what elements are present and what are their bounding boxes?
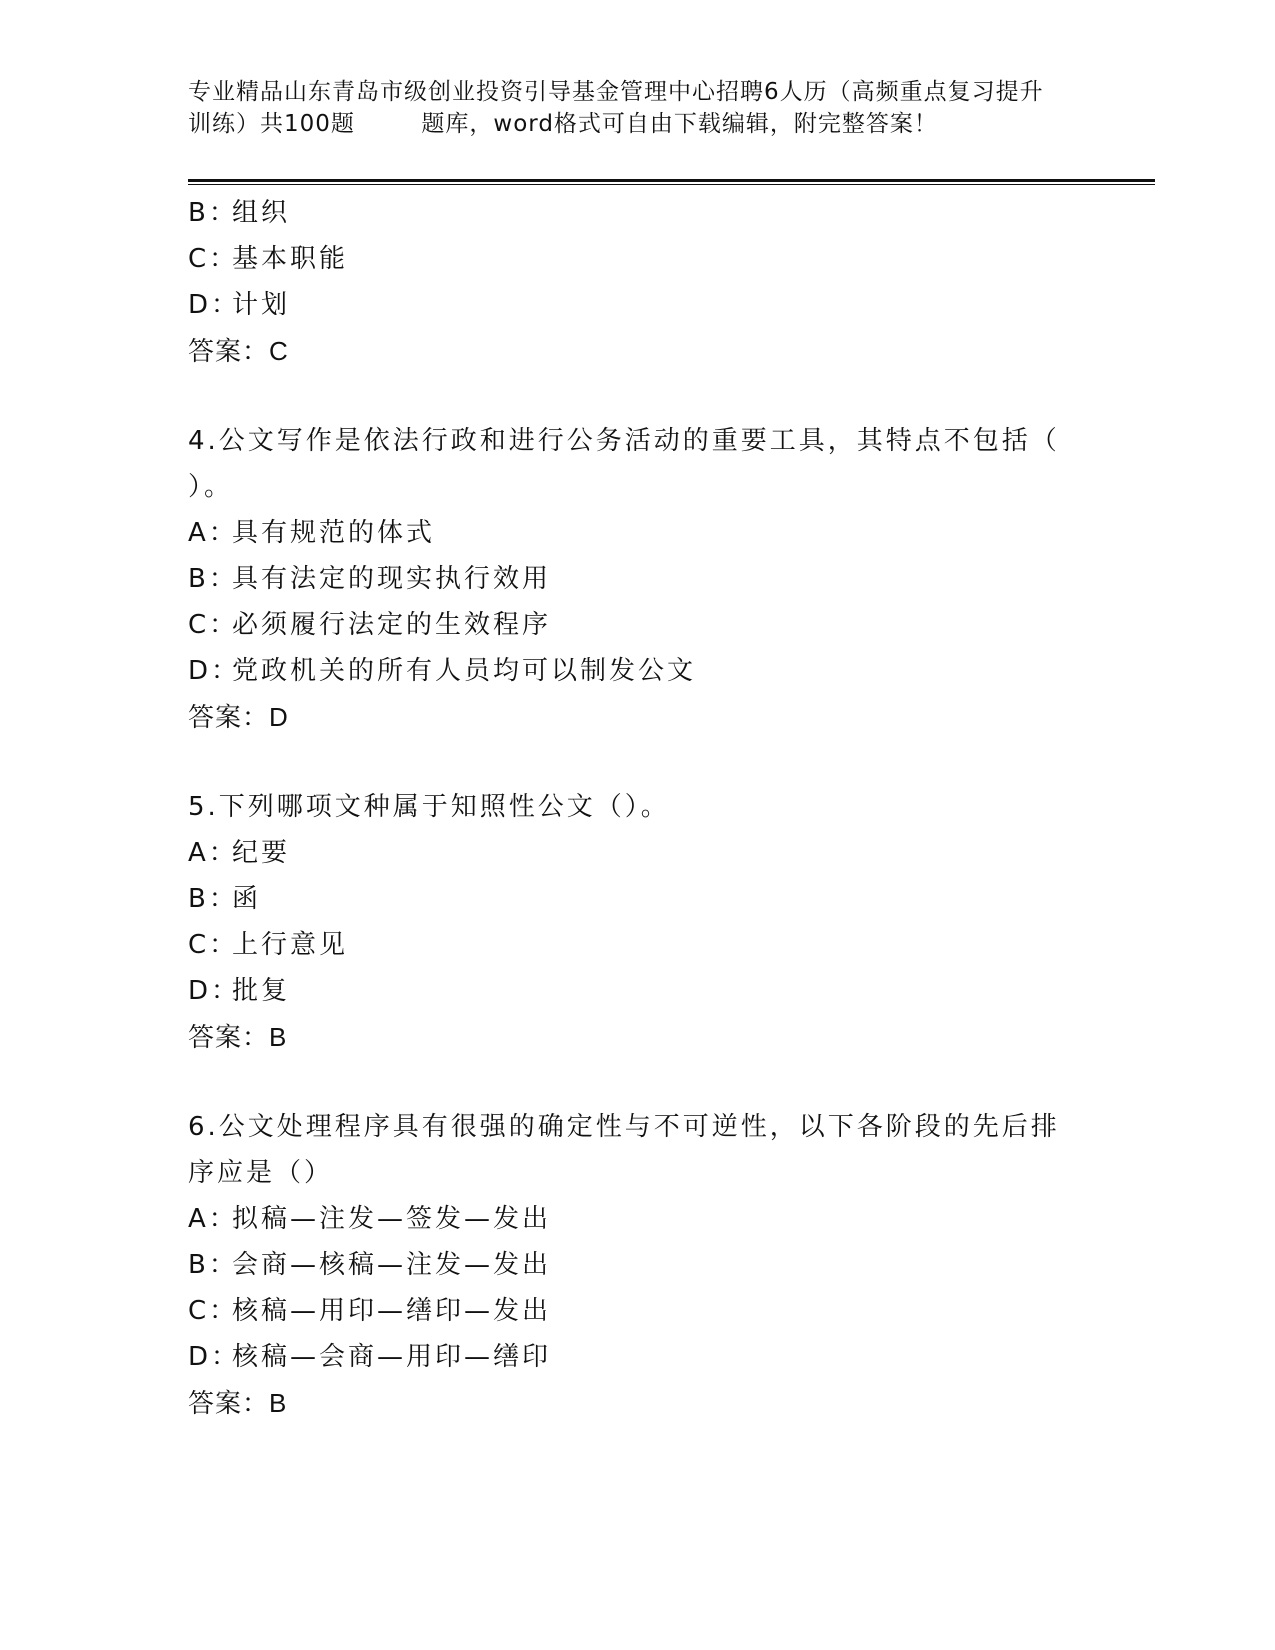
option-text: 会商—核稿—注发—发出 xyxy=(232,1250,552,1280)
option-letter: C： xyxy=(188,244,239,274)
option-letter: A： xyxy=(188,1204,238,1234)
question-stem: 5.下列哪项文种属于知照性公文（）。 xyxy=(188,792,670,822)
option-text: 计划 xyxy=(232,290,291,320)
option-item xyxy=(188,1196,1088,1242)
option-letter: D： xyxy=(188,290,241,320)
header-line-1: 专业精品山东青岛市级创业投资引导基金管理中心招聘6人历（高频重点复习提升 xyxy=(188,79,1044,105)
option-letter: B： xyxy=(188,198,238,228)
option-text: 组织 xyxy=(232,198,291,228)
header-divider-thin xyxy=(188,184,1155,185)
question-stem-continued: 序应是（） xyxy=(188,1158,334,1188)
option-item xyxy=(188,1288,1088,1334)
option-text: 具有规范的体式 xyxy=(232,518,436,548)
question-stem: 6.公文处理程序具有很强的确定性与不可逆性，以下各阶段的先后排 xyxy=(188,1112,1060,1142)
option-item xyxy=(188,190,1088,236)
option-item xyxy=(188,510,1088,556)
question-stem: 4.公文写作是依法行政和进行公务活动的重要工具，其特点不包括（ xyxy=(188,426,1060,456)
header-divider-thick xyxy=(188,179,1155,182)
answer-line: 答案：B xyxy=(188,1022,288,1052)
option-item xyxy=(188,968,1088,1014)
option-letter: D： xyxy=(188,1342,241,1372)
option-letter: C： xyxy=(188,610,239,640)
option-letter: B： xyxy=(188,1250,238,1280)
option-item xyxy=(188,556,1088,602)
option-item xyxy=(188,922,1088,968)
option-item xyxy=(188,236,1088,282)
option-letter: B： xyxy=(188,564,238,594)
option-text: 党政机关的所有人员均可以制发公文 xyxy=(232,656,697,686)
question-stem-continued: ）。 xyxy=(188,472,234,502)
option-text: 必须履行法定的生效程序 xyxy=(232,610,552,640)
option-text: 基本职能 xyxy=(232,244,349,274)
answer-line: 答案：C xyxy=(188,336,289,366)
option-letter: D： xyxy=(188,656,241,686)
option-text: 核稿—会商—用印—缮印 xyxy=(232,1342,552,1372)
option-text: 上行意见 xyxy=(232,930,349,960)
option-text: 批复 xyxy=(232,976,291,1006)
option-item xyxy=(188,648,1088,694)
document-header xyxy=(188,76,1088,140)
option-text: 核稿—用印—缮印—发出 xyxy=(232,1296,552,1326)
option-text: 纪要 xyxy=(232,838,291,868)
header-line-2: 训练）共100题 题库，word格式可自由下载编辑，附完整答案！ xyxy=(188,111,938,137)
option-letter: C： xyxy=(188,1296,239,1326)
option-letter: A： xyxy=(188,838,238,868)
option-item xyxy=(188,282,1088,328)
option-item xyxy=(188,830,1088,876)
option-letter: B： xyxy=(188,884,238,914)
answer-line: 答案：B xyxy=(188,1388,288,1418)
answer-line: 答案：D xyxy=(188,702,289,732)
option-item xyxy=(188,876,1088,922)
option-item xyxy=(188,1334,1088,1380)
option-text: 函 xyxy=(232,884,262,914)
option-letter: D： xyxy=(188,976,241,1006)
option-text: 具有法定的现实执行效用 xyxy=(232,564,552,594)
option-item xyxy=(188,1242,1088,1288)
option-text: 拟稿—注发—签发—发出 xyxy=(232,1204,552,1234)
option-item xyxy=(188,602,1088,648)
option-letter: C： xyxy=(188,930,239,960)
option-letter: A： xyxy=(188,518,238,548)
question-content xyxy=(188,190,1088,1426)
